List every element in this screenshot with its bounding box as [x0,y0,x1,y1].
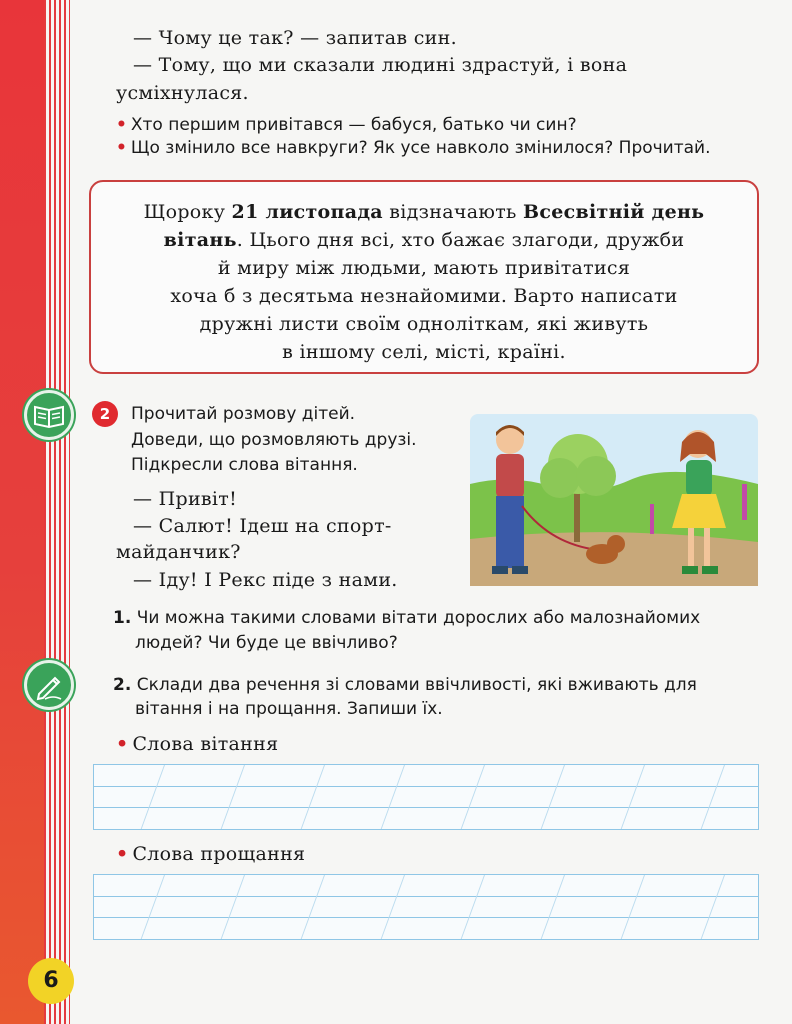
page-margin-lines [44,0,70,1024]
info-box [89,180,759,374]
dialog-line: — Салют! Ідеш на спорт- [133,515,392,537]
children-illustration [470,414,758,586]
exercise-instruction: Доведи, що розмовляють друзі. [131,430,417,450]
exercise-instruction: Підкресли слова вітання. [131,455,358,475]
dialog-line: — Іду! І Рекс піде з нами. [133,569,398,591]
farewell-writing-lines[interactable] [93,874,759,940]
page-number: 6 [28,958,74,1004]
dialog-line: — Тому, що ми сказали людині здрастуй, і вона [133,54,628,76]
question-item: • Хто першим привітався — бабуся, батько чи син? [116,115,577,135]
exercise-instruction: Прочитай розмову дітей. [131,404,356,424]
dialog-line: — Привіт! [133,488,238,510]
dialog-line: — Чому це так? — запитав син. [133,27,457,49]
task-item-cont: вітання і на прощання. Запиши їх. [135,699,443,719]
farewell-words-label: • Слова прощання [116,843,306,865]
page-margin-band [0,0,44,1024]
info-box-text: Щороку 21 листопада відзначають Всесвітній день вітань. Цього дня всі, хто бажає злагоди, дружби й миру між людьми, мають привітатися хоча б з десятьма незнайомими. Варто написати дружні листи своїм одноліткам, які живуть в іншому селі, місті, країні. [143,201,705,363]
task-item: 1. Чи можна такими словами вітати дорослих або малознайомих [113,608,701,628]
task-item-cont: людей? Чи буде це ввічливо? [135,633,398,653]
task-item: 2. Склади два речення зі словами ввічливості, які вживають для [113,675,697,695]
dialog-line: усміхнулася. [116,82,249,104]
question-item: • Що змінило все навкруги? Як усе навколо змінилося? Прочитай. [116,138,711,158]
exercise-number-badge: 2 [92,401,118,427]
dialog-line: майданчик? [116,541,241,563]
book-icon [24,390,74,440]
greeting-words-label: • Слова вітання [116,733,279,755]
greeting-writing-lines[interactable] [93,764,759,830]
bullet-icon: • [116,115,127,135]
pencil-icon [24,660,74,710]
bullet-icon: • [116,138,127,158]
